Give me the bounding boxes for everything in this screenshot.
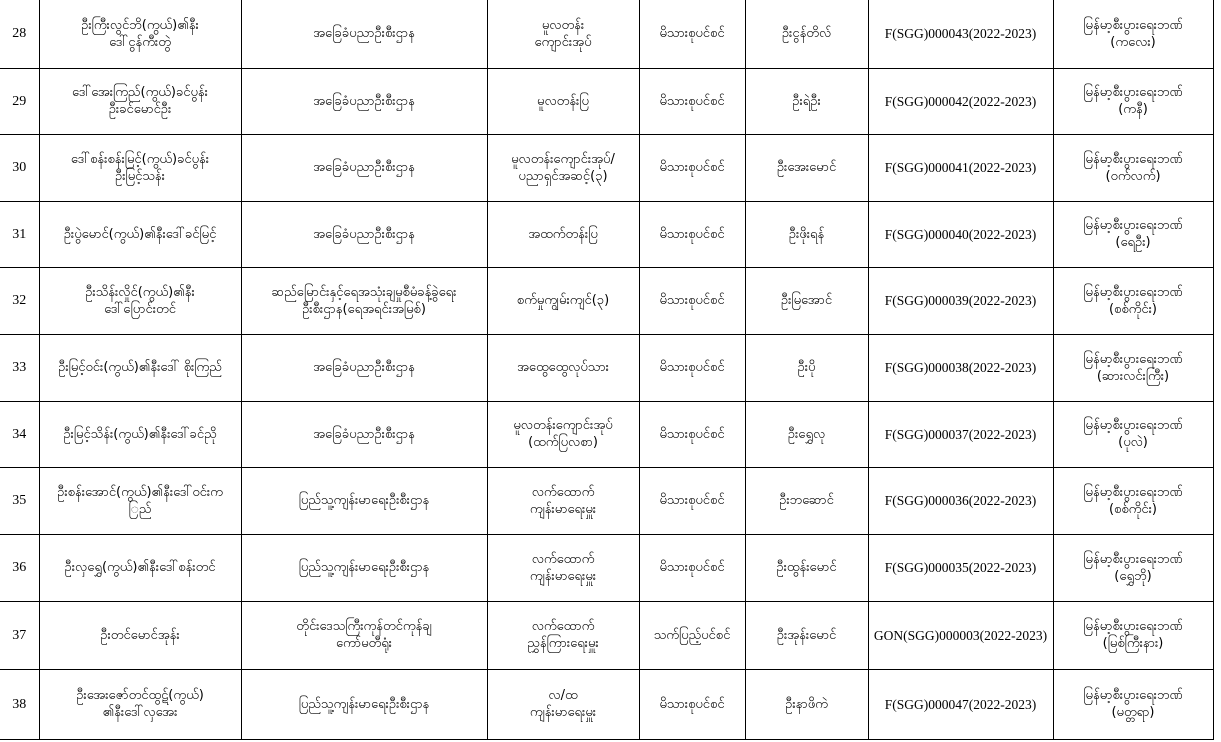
recipient-name-cell-line: ဦးအေးဇော်တင်ထွဋ်(ကွယ်): [76, 688, 204, 703]
bank-branch-cell-line: မြန်မာ့စီးပွားရေးဘဏ်: [1083, 351, 1183, 367]
bank-branch-cell-line: မြန်မာ့စီးပွားရေးဘဏ်: [1083, 284, 1183, 300]
department-cell: [241, 201, 487, 267]
row-number-cell: 28: [0, 0, 39, 68]
guardian-cell: ဦးနာဖိကဲ: [745, 669, 868, 739]
position-cell-line: ပညာရှင်အဆင့်(၃): [518, 168, 608, 184]
pension-code-cell: F(SGG)000047(2022-2023): [868, 669, 1053, 739]
bank-branch-cell-line: (မတ္တရာ): [1111, 705, 1155, 720]
department-cell-line: ဦးစီးဌာန(ရေအရင်းအမြစ်): [302, 301, 426, 317]
bank-branch-cell: [1053, 68, 1213, 134]
pension-code-cell: F(SGG)000036(2022-2023): [868, 467, 1053, 534]
recipient-name-cell-line: ဦးခင်မောင်ဦး: [108, 102, 172, 117]
position-cell-line: ကျန်းမာရေးမှူး: [529, 501, 597, 517]
recipient-name-cell: [39, 134, 241, 201]
guardian-cell: ဦးအုန်းမောင်: [745, 601, 868, 669]
recipient-name-cell: [39, 534, 241, 601]
pension-type-cell: မိသားစုပင်စင်: [639, 134, 745, 201]
row-number-cell: 30: [0, 134, 39, 201]
row-number-cell: 38: [0, 669, 39, 739]
pension-code-cell: F(SGG)000041(2022-2023): [868, 134, 1053, 201]
pension-code-cell: F(SGG)000042(2022-2023): [868, 68, 1053, 134]
guardian-cell: ဦးမြအောင်: [745, 267, 868, 334]
row-number-cell: 37: [0, 601, 39, 669]
pension-type-cell: မိသားစုပင်စင်: [639, 401, 745, 467]
recipient-name-cell-line: ဒေါ်ပြောင်းတင်: [104, 301, 176, 317]
department-cell-line: ပြည်သူ့ကျန်းမာရေးဦးစီးဌာန: [298, 560, 430, 575]
recipient-name-cell: [39, 334, 241, 401]
pension-type-cell: မိသားစုပင်စင်: [639, 68, 745, 134]
pension-code-cell: F(SGG)000038(2022-2023): [868, 334, 1053, 401]
row-number-cell: 32: [0, 267, 39, 334]
bank-branch-cell-line: (ရွှေဘို): [1114, 568, 1152, 584]
position-cell-line: မူလတန်းကျောင်းအုပ်: [513, 418, 613, 433]
pension-type-cell: မိသားစုပင်စင်: [639, 467, 745, 534]
table-row: [0, 201, 1213, 267]
department-cell: [241, 134, 487, 201]
department-cell: [241, 68, 487, 134]
department-cell-line: ပြည်သူ့ကျန်းမာရေးဦးစီးဌာန: [298, 696, 430, 712]
pension-code-cell: F(SGG)000040(2022-2023): [868, 201, 1053, 267]
recipient-name-cell-line: ၏နီးဒေါ်လှအေး: [102, 705, 178, 720]
row-number-cell: 35: [0, 467, 39, 534]
row-number-cell: 36: [0, 534, 39, 601]
pension-code-cell: F(SGG)000037(2022-2023): [868, 401, 1053, 467]
bank-branch-cell-line: (ရေဦး): [1115, 235, 1151, 250]
recipient-name-cell-line: ဒေါ်ငွန်ကီးတွဲ: [109, 34, 171, 50]
bank-branch-cell: [1053, 601, 1213, 669]
guardian-cell: ဦးဘဆောင်: [745, 467, 868, 534]
position-cell-line: လက်ထောက်: [531, 484, 595, 500]
guardian-cell: ဦးထွန်းမောင်: [745, 534, 868, 601]
recipient-name-cell: [39, 201, 241, 267]
bank-branch-cell: [1053, 534, 1213, 601]
position-cell-line: မူလတန်း: [541, 17, 585, 33]
recipient-name-cell-line: ဦးမြင့်ဝင်း(ကွယ်)၏နီးဒေါ် စိုးကြည်: [58, 360, 222, 375]
bank-branch-cell: [1053, 334, 1213, 401]
recipient-name-cell: [39, 267, 241, 334]
recipient-name-cell-line: ဦးသိန်းလှိုင်(ကွယ်)၏နီး: [85, 284, 195, 300]
row-number-cell: 29: [0, 68, 39, 134]
recipient-name-cell: [39, 401, 241, 467]
pension-type-cell: မိသားစုပင်စင်: [639, 201, 745, 267]
bank-branch-cell: [1053, 134, 1213, 201]
bank-branch-cell-line: (ဆားလင်းကြီး): [1096, 368, 1170, 384]
table-row: [0, 401, 1213, 467]
bank-branch-cell-line: (ပုလဲ): [1118, 435, 1148, 450]
department-cell-line: အခြေခံပညာဦးစီးဌာန: [313, 93, 415, 109]
department-cell: [241, 0, 487, 68]
guardian-cell: ဦးရဲဦး: [745, 68, 868, 134]
position-cell: [487, 334, 639, 401]
bank-branch-cell-line: (ကလေး): [1110, 34, 1156, 50]
row-number-cell: 31: [0, 201, 39, 267]
bank-branch-cell-line: (ဝက်လက်): [1105, 168, 1161, 184]
bank-branch-cell: [1053, 401, 1213, 467]
bank-branch-cell-line: မြန်မာ့စီးပွားရေးဘဏ်: [1083, 151, 1183, 167]
bank-branch-cell-line: (မြစ်ကြီးနား): [1102, 636, 1164, 651]
recipient-name-cell-line: ဒေါ်အေးကြည်(ကွယ်)ခင်ပွန်း: [72, 85, 208, 100]
position-cell: [487, 401, 639, 467]
department-cell-line: ကော်မတီရုံး: [336, 636, 392, 651]
table-row: [0, 0, 1213, 68]
department-cell-line: အခြေခံပညာဦးစီးဌာန: [313, 426, 415, 442]
position-cell: [487, 267, 639, 334]
bank-branch-cell: [1053, 0, 1213, 68]
guardian-cell: ဦးပို: [745, 334, 868, 401]
recipient-name-cell-line: ဦးလှရွှေ(ကွယ်)၏နီးဒေါ်စန်းတင်: [64, 560, 216, 575]
bank-branch-cell: [1053, 201, 1213, 267]
department-cell: [241, 334, 487, 401]
position-cell: [487, 134, 639, 201]
bank-branch-cell-line: မြန်မာ့စီးပွားရေးဘဏ်: [1083, 418, 1183, 433]
department-cell-line: အခြေခံပညာဦးစီးဌာန: [313, 226, 415, 242]
position-cell: [487, 534, 639, 601]
position-cell: [487, 669, 639, 739]
pension-type-cell: မိသားစုပင်စင်: [639, 669, 745, 739]
table-row: [0, 334, 1213, 401]
bank-branch-cell-line: မြန်မာ့စီးပွားရေးဘဏ်: [1083, 619, 1183, 634]
bank-branch-cell: [1053, 267, 1213, 334]
recipient-name-cell: [39, 601, 241, 669]
table-row: [0, 267, 1213, 334]
position-cell: [487, 201, 639, 267]
bank-branch-cell: [1053, 467, 1213, 534]
pension-type-cell: မိသားစုပင်စင်: [639, 534, 745, 601]
recipient-name-cell: [39, 467, 241, 534]
row-number-cell: 34: [0, 401, 39, 467]
recipient-name-cell-line: ဦးစန်းအောင်(ကွယ်)၏နီးဒေါ်ဝင်းက: [57, 484, 223, 500]
position-cell-line: စက်မှုကျွမ်းကျင်(၃): [516, 293, 610, 308]
position-cell-line: လက်ထောက်: [531, 619, 595, 634]
position-cell-line: ညွှန်ကြားရေးမှူး: [527, 636, 599, 651]
position-cell: [487, 467, 639, 534]
position-cell-line: ကျန်းမာရေးမှူး: [529, 568, 597, 584]
table-row: [0, 669, 1213, 739]
position-cell-line: လက်ထောက်: [531, 551, 595, 567]
bank-branch-cell-line: မြန်မာ့စီးပွားရေးဘဏ်: [1083, 484, 1183, 500]
pension-code-cell: F(SGG)000043(2022-2023): [868, 0, 1053, 68]
department-cell-line: အခြေခံပညာဦးစီးဌာန: [313, 360, 415, 375]
bank-branch-cell-line: (စစ်ကိုင်း): [1108, 301, 1157, 317]
bank-branch-cell-line: (ကနီ): [1118, 102, 1148, 117]
bank-branch-cell-line: (စစ်ကိုင်း): [1108, 501, 1157, 517]
position-cell-line: အထွေထွေလုပ်သား: [516, 360, 609, 375]
position-cell-line: အထက်တန်းပြ: [528, 226, 598, 242]
department-cell-line: ဆည်မြောင်းနှင့်ရေအသုံးချမှုစီမံခန့်ခွဲရေး: [271, 284, 457, 300]
recipient-name-cell-line: ဦးတင်မောင်အုန်း: [100, 627, 180, 643]
position-cell: [487, 0, 639, 68]
department-cell-line: တိုင်းဒေသကြီးကုန်တင်ကုန်ချ: [296, 619, 432, 634]
pension-code-cell: F(SGG)000039(2022-2023): [868, 267, 1053, 334]
pension-type-cell: သက်ပြည့်ပင်စင်: [639, 601, 745, 669]
recipient-name-cell-line: ဦးပွဲမောင်(ကွယ်)၏နီးဒေါ်ခင်မြင့်: [63, 226, 217, 242]
pension-type-cell: မိသားစုပင်စင်: [639, 0, 745, 68]
guardian-cell: ဦးဖိုးရန်: [745, 201, 868, 267]
position-cell-line: ကျန်းမာရေးမှူး: [529, 705, 597, 720]
bank-branch-cell: [1053, 669, 1213, 739]
recipient-name-cell-line: ဦးကြီးလွင်ဘိ(ကွယ်)၏နီး: [81, 17, 199, 33]
recipient-name-cell: [39, 68, 241, 134]
bank-branch-cell-line: မြန်မာ့စီးပွားရေးဘဏ်: [1083, 17, 1183, 33]
recipient-name-cell-line: ြည်: [128, 501, 152, 517]
row-number-cell: 33: [0, 334, 39, 401]
department-cell: [241, 467, 487, 534]
guardian-cell: ဦးငွန်တိလ်: [745, 0, 868, 68]
department-cell-line: အခြေခံပညာဦးစီးဌာန: [313, 160, 415, 175]
bank-branch-cell-line: မြန်မာ့စီးပွားရေးဘဏ်: [1083, 218, 1183, 233]
table-row: [0, 601, 1213, 669]
guardian-cell: ဦးရွှေလု: [745, 401, 868, 467]
position-cell-line: မူလတန်းကျောင်းအုပ်/: [511, 151, 615, 167]
bank-branch-cell-line: မြန်မာ့စီးပွားရေးဘဏ်: [1083, 85, 1183, 100]
department-cell-line: ပြည်သူ့ကျန်းမာရေးဦးစီးဌာန: [298, 493, 430, 508]
recipient-name-cell-line: ဦးမြင့်သိန်း(ကွယ်)၏နီးဒေါ်ခင်ညို: [63, 426, 217, 442]
recipient-name-cell-line: ဦးမြင့်သန်း: [115, 168, 165, 184]
department-cell: [241, 601, 487, 669]
pension-code-cell: GON(SGG)000003(2022-2023): [868, 601, 1053, 669]
department-cell: [241, 669, 487, 739]
position-cell: [487, 68, 639, 134]
position-cell-line: လ/ထ: [548, 688, 578, 703]
position-cell: [487, 601, 639, 669]
recipient-name-cell: [39, 669, 241, 739]
pension-type-cell: မိသားစုပင်စင်: [639, 334, 745, 401]
bank-branch-cell-line: မြန်မာ့စီးပွားရေးဘဏ်: [1083, 551, 1183, 567]
department-cell: [241, 401, 487, 467]
pension-code-cell: F(SGG)000035(2022-2023): [868, 534, 1053, 601]
guardian-cell: ဦးအေးမောင်: [745, 134, 868, 201]
position-cell-line: မူလတန်းပြ: [537, 93, 589, 109]
recipient-name-cell: [39, 0, 241, 68]
table-row: [0, 68, 1213, 134]
department-cell-line: အခြေခံပညာဦးစီးဌာန: [313, 26, 415, 42]
pension-type-cell: မိသားစုပင်စင်: [639, 267, 745, 334]
recipient-name-cell-line: ဒေါ်စန်းစန်းမြင့်(ကွယ်)ခင်ပွန်း: [70, 151, 210, 167]
department-cell: [241, 534, 487, 601]
table-row: [0, 467, 1213, 534]
table-row: [0, 534, 1213, 601]
position-cell-line: ကျောင်းအုပ်: [534, 34, 592, 50]
bank-branch-cell-line: မြန်မာ့စီးပွားရေးဘဏ်: [1083, 688, 1183, 703]
table-row: [0, 134, 1213, 201]
position-cell-line: (ထက်ပြလစာ): [528, 435, 598, 450]
department-cell: [241, 267, 487, 334]
